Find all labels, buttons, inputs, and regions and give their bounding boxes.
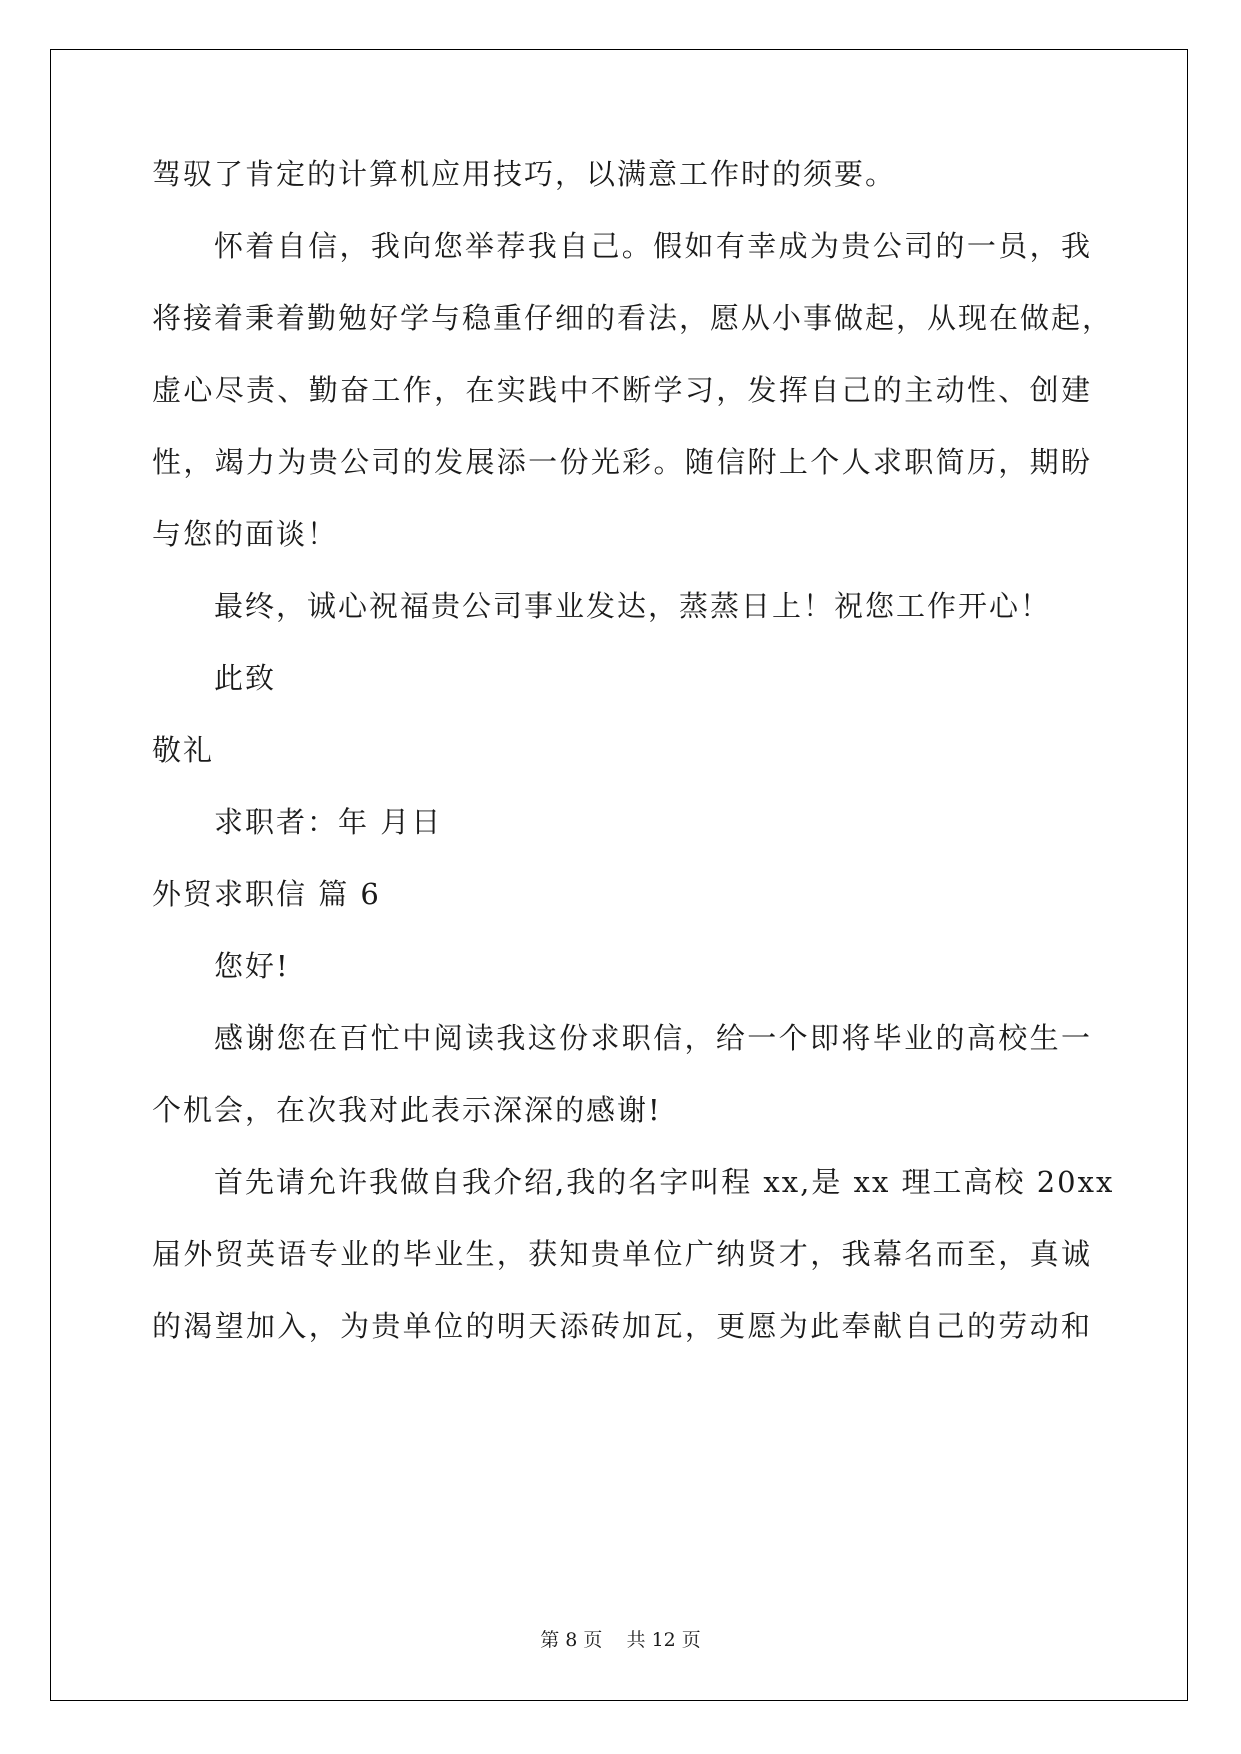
text-line: 与您的面谈！ xyxy=(152,517,339,551)
text-line: 性，竭力为贵公司的发展添一份光彩。随信附上个人求职简历，期盼 xyxy=(152,445,1092,479)
text-line: 最终，诚心祝福贵公司事业发达，蒸蒸日上！祝您工作开心！ xyxy=(214,589,1052,623)
signature-line: 求职者：年 月日 xyxy=(214,805,443,839)
page-border xyxy=(50,49,1188,1701)
salutation-closing: 此致 xyxy=(214,661,277,695)
page-number: 第 8 页 共 12 页 xyxy=(540,1629,701,1651)
greeting: 您好! xyxy=(214,949,290,983)
text-line: 届外贸英语专业的毕业生，获知贵单位广纳贤才，我幕名而至，真诚 xyxy=(152,1237,1092,1271)
page-footer xyxy=(0,1625,1241,1652)
text-line: 驾驭了肯定的计算机应用技巧，以满意工作时的须要。 xyxy=(152,157,897,191)
text-line: 怀着自信，我向您举荐我自己。假如有幸成为贵公司的一员，我 xyxy=(214,229,1092,263)
text-line: 将接着秉着勤勉好学与稳重仔细的看法，愿从小事做起，从现在做起， xyxy=(152,301,1114,335)
section-heading: 外贸求职信 篇 6 xyxy=(152,877,381,911)
text-line: 个机会，在次我对此表示深深的感谢! xyxy=(152,1093,662,1127)
text-line: 虚心尽责、勤奋工作，在实践中不断学习，发挥自己的主动性、创建 xyxy=(152,373,1092,407)
text-line: 感谢您在百忙中阅读我这份求职信，给一个即将毕业的高校生一 xyxy=(214,1021,1092,1055)
text-line: 的渴望加入，为贵单位的明天添砖加瓦，更愿为此奉献自己的劳动和 xyxy=(152,1309,1092,1343)
salutation-regards: 敬礼 xyxy=(152,733,215,767)
text-line: 首先请允许我做自我介绍,我的名字叫程 xx,是 xx 理工高校 20xx xyxy=(214,1165,1115,1199)
